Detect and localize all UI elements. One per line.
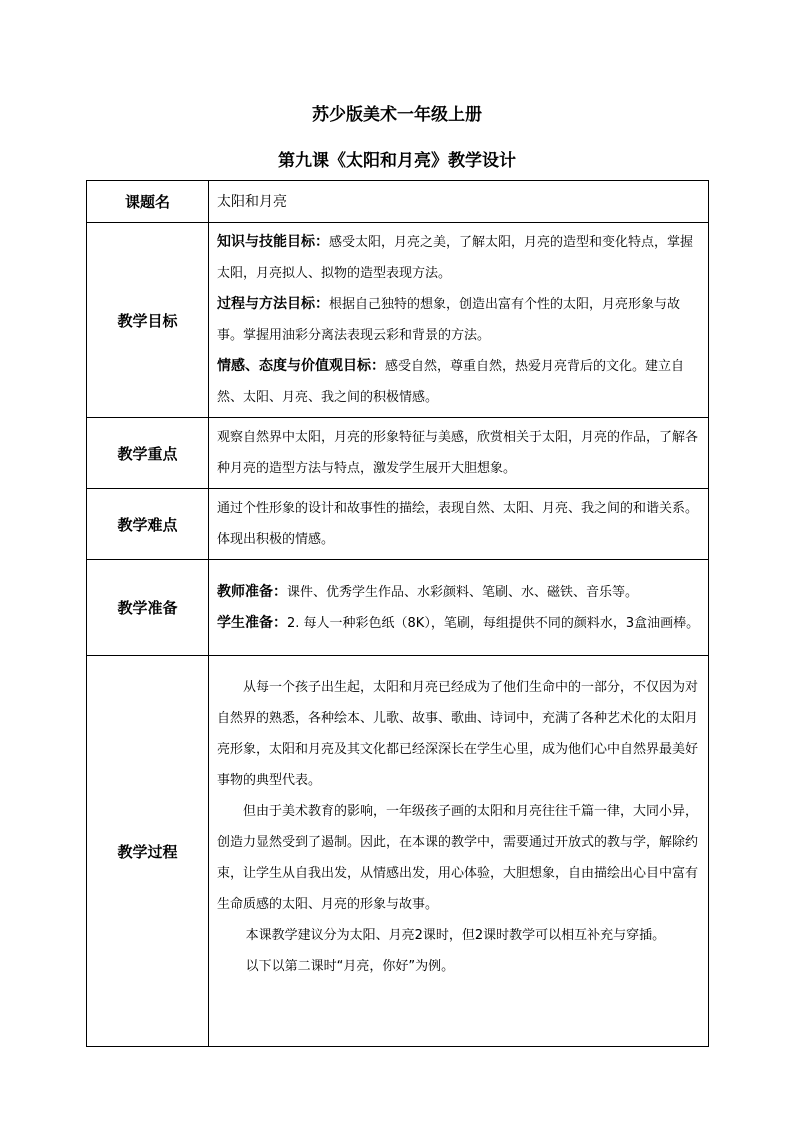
goals-content xyxy=(209,223,709,418)
table-row-preparation xyxy=(87,560,709,656)
key-points-label: 教学重点 xyxy=(87,418,209,489)
lesson-plan-table xyxy=(86,180,709,1047)
difficulties-label: 教学难点 xyxy=(87,489,209,560)
process-paragraph-2: 但由于美术教育的影响，一年级孩子画的太阳和月亮往往千篇一律，大同小异，创造力显然受到了遏制。因此，在本课的教学中，需要通过开放式的教与学，解除约束，让学生从自我出发，从情感出发，用心体验，大胆想象，自由描绘出心目中富有生命质感的太阳、月亮的形象与故事。 xyxy=(217,804,699,912)
goal-emotion xyxy=(217,351,701,413)
teacher-preparation-text: 课件、优秀学生作品、水彩颜料、笔刷、水、磁铁、音乐等。 xyxy=(287,584,639,600)
goal-knowledge xyxy=(217,227,701,289)
document-title: 苏少版美术一年级上册 xyxy=(312,105,482,125)
table-row-process xyxy=(87,656,709,1047)
preparation-content xyxy=(209,560,709,656)
preparation-label: 教学准备 xyxy=(87,560,209,656)
table-row-topic xyxy=(87,181,709,223)
goal-process xyxy=(217,289,701,351)
goal-knowledge-heading: 知识与技能目标： xyxy=(217,234,329,250)
student-preparation-heading: 学生准备： xyxy=(217,614,287,631)
goal-process-heading: 过程与方法目标： xyxy=(217,296,329,312)
process-content xyxy=(209,656,709,1047)
goal-emotion-heading: 情感、态度与价值观目标： xyxy=(217,358,385,374)
student-preparation-text: 2. 每人一种彩色纸（8K），笔刷，每组提供不同的颜料水，3盒油画棒。 xyxy=(287,615,700,631)
process-paragraph-1: 从每一个孩子出生起，太阳和月亮已经成为了他们生命中的一部分，不仅因为对自然界的熟悉，各种绘本、儿歌、故事、歌曲、诗词中，充满了各种艺术化的太阳月亮形象，太阳和月亮及其文化都已经深深长在学生心里，成为他们心中自然界最美好事物的典型代表。 xyxy=(217,680,699,788)
student-preparation xyxy=(217,608,701,639)
key-points-text: 观察自然界中太阳，月亮的形象特征与美感，欣赏相关于太阳，月亮的作品，了解各种月亮的造型方法与特点，激发学生展开大胆想象。 xyxy=(209,418,709,489)
goal-knowledge-text: 感受太阳，月亮之美，了解太阳，月亮的造型和变化特点，掌握太阳，月亮拟人、拟物的造型表现方法。 xyxy=(217,235,694,281)
goals-label: 教学目标 xyxy=(87,223,209,418)
table-row-key-points xyxy=(87,418,709,489)
process-label: 教学过程 xyxy=(87,656,209,1047)
process-paragraph-4: 以下以第二课时“月亮，你好”为例。 xyxy=(245,959,455,974)
goal-emotion-text: 感受自然，尊重自然，热爱月亮背后的文化。建立自然、太阳、月亮、我之间的积极情感。 xyxy=(217,359,685,405)
topic-label: 课题名 xyxy=(87,181,209,223)
process-paragraph-3: 本课教学建议分为太阳、月亮2课时，但2课时教学可以相互补充与穿插。 xyxy=(245,928,666,943)
teacher-preparation-heading: 教师准备： xyxy=(217,583,287,600)
difficulties-text: 通过个性形象的设计和故事性的描绘，表现自然、太阳、月亮、我之间的和谐关系。体现出积极的情感。 xyxy=(209,489,709,560)
lesson-title: 第九课《太阳和月亮》教学设计 xyxy=(278,151,516,171)
table-row-goals xyxy=(87,223,709,418)
topic-value: 太阳和月亮 xyxy=(209,181,709,223)
teacher-preparation xyxy=(217,577,701,608)
table-row-difficulties xyxy=(87,489,709,560)
goal-process-text: 根据自己独特的想象，创造出富有个性的太阳，月亮形象与故事。掌握用油彩分离法表现云彩和背景的方法。 xyxy=(217,297,681,343)
